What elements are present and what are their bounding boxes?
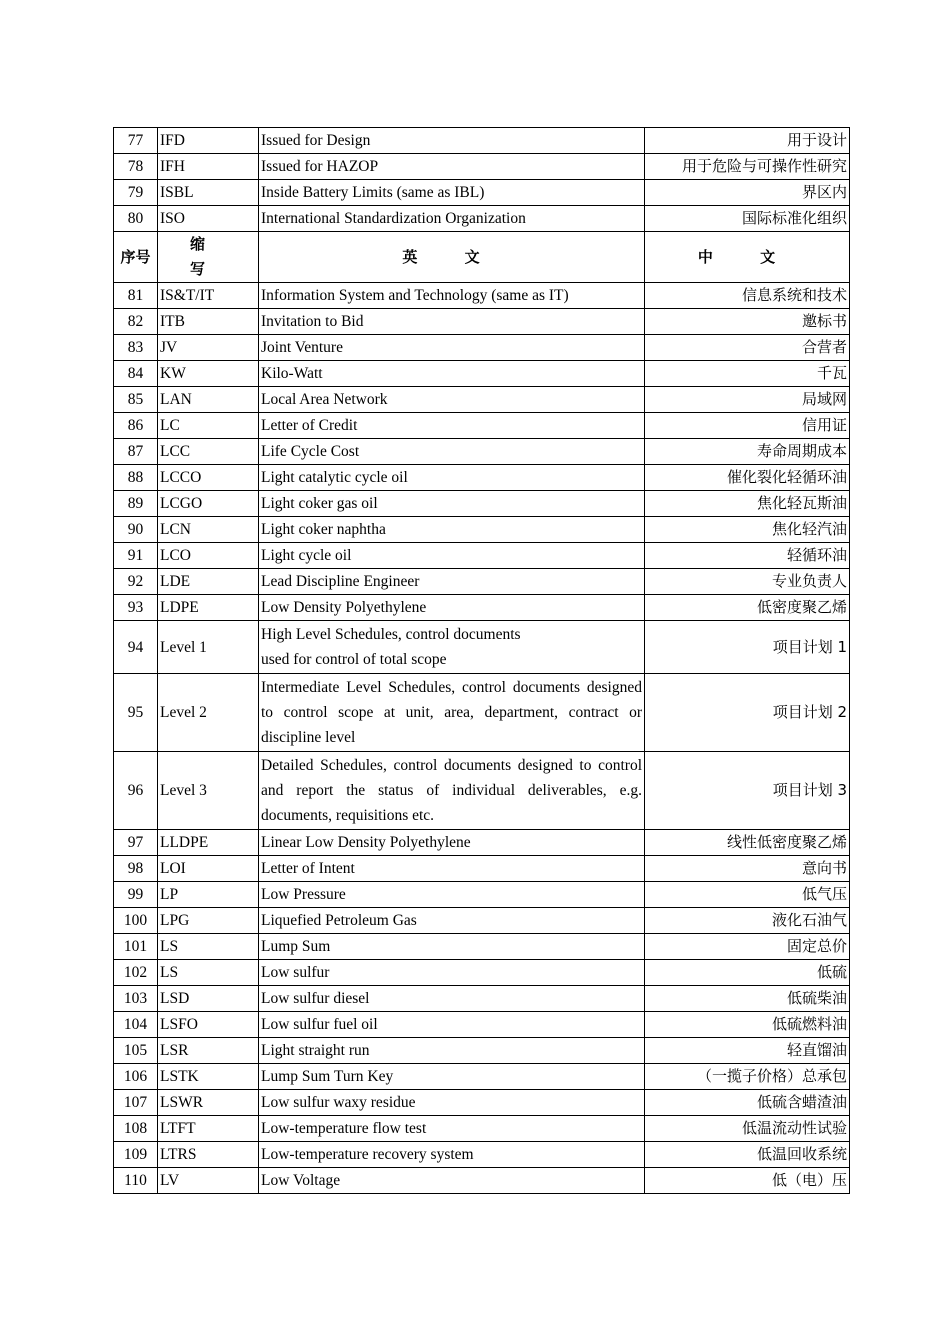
row-seq-no: 84 xyxy=(114,361,158,387)
row-seq-no: 98 xyxy=(114,856,158,882)
row-chinese: 低气压 xyxy=(645,882,850,908)
header-chinese-label: 中 文 xyxy=(697,247,797,266)
row-seq-no: 106 xyxy=(114,1064,158,1090)
row-chinese: 项目计划 3 xyxy=(645,752,850,830)
row-chinese: 低温回收系统 xyxy=(645,1142,850,1168)
row-abbreviation: LCCO xyxy=(158,465,259,491)
table-row xyxy=(114,595,850,621)
table-row xyxy=(114,856,850,882)
row-abbreviation: LSFO xyxy=(158,1012,259,1038)
row-chinese: 国际标准化组织 xyxy=(645,206,850,232)
row-chinese: 界区内 xyxy=(645,180,850,206)
row-english: Low sulfur fuel oil xyxy=(259,1012,645,1038)
table-row xyxy=(114,830,850,856)
table-row xyxy=(114,1012,850,1038)
row-abbreviation: LDE xyxy=(158,569,259,595)
table-row xyxy=(114,1090,850,1116)
table-row xyxy=(114,154,850,180)
row-seq-no: 92 xyxy=(114,569,158,595)
table-row xyxy=(114,517,850,543)
row-abbreviation: LTFT xyxy=(158,1116,259,1142)
row-seq-no: 82 xyxy=(114,309,158,335)
row-seq-no: 87 xyxy=(114,439,158,465)
table-row xyxy=(114,960,850,986)
row-english: Invitation to Bid xyxy=(259,309,645,335)
table-header-row xyxy=(114,232,850,283)
row-seq-no: 108 xyxy=(114,1116,158,1142)
row-abbreviation: ISO xyxy=(158,206,259,232)
row-chinese: 信用证 xyxy=(645,413,850,439)
row-english: Issued for HAZOP xyxy=(259,154,645,180)
table-row xyxy=(114,1116,850,1142)
table-row xyxy=(114,882,850,908)
row-seq-no: 85 xyxy=(114,387,158,413)
row-abbreviation: LTRS xyxy=(158,1142,259,1168)
row-abbreviation: LCC xyxy=(158,439,259,465)
row-english: Light catalytic cycle oil xyxy=(259,465,645,491)
row-abbreviation: JV xyxy=(158,335,259,361)
header-seq-no-label: 序号 xyxy=(120,247,151,266)
row-abbreviation: LS xyxy=(158,934,259,960)
row-chinese: 意向书 xyxy=(645,856,850,882)
row-english: Low Pressure xyxy=(259,882,645,908)
table-row xyxy=(114,180,850,206)
row-seq-no: 96 xyxy=(114,752,158,830)
row-seq-no: 83 xyxy=(114,335,158,361)
row-english: International Standardization Organization xyxy=(259,206,645,232)
table-row xyxy=(114,439,850,465)
row-seq-no: 93 xyxy=(114,595,158,621)
row-english: Liquefied Petroleum Gas xyxy=(259,908,645,934)
table-row xyxy=(114,335,850,361)
row-english: Linear Low Density Polyethylene xyxy=(259,830,645,856)
table-row xyxy=(114,908,850,934)
table-row xyxy=(114,387,850,413)
header-english xyxy=(259,232,645,283)
table-row xyxy=(114,569,850,595)
row-abbreviation: Level 3 xyxy=(158,752,259,830)
row-english xyxy=(259,621,645,674)
row-chinese: 用于设计 xyxy=(645,128,850,154)
row-chinese: 低硫含蜡渣油 xyxy=(645,1090,850,1116)
row-english: Low-temperature flow test xyxy=(259,1116,645,1142)
row-chinese: 轻循环油 xyxy=(645,543,850,569)
row-abbreviation: LSD xyxy=(158,986,259,1012)
row-chinese: 线性低密度聚乙烯 xyxy=(645,830,850,856)
table-row xyxy=(114,491,850,517)
row-english: Light straight run xyxy=(259,1038,645,1064)
row-abbreviation: LCO xyxy=(158,543,259,569)
row-english: Light cycle oil xyxy=(259,543,645,569)
row-english: Low sulfur xyxy=(259,960,645,986)
row-chinese: 低硫燃料油 xyxy=(645,1012,850,1038)
row-english-line: used for control of total scope xyxy=(261,651,447,668)
row-english: Lump Sum xyxy=(259,934,645,960)
row-seq-no: 102 xyxy=(114,960,158,986)
row-chinese: 寿命周期成本 xyxy=(645,439,850,465)
row-chinese: 固定总价 xyxy=(645,934,850,960)
row-seq-no: 104 xyxy=(114,1012,158,1038)
row-abbreviation: KW xyxy=(158,361,259,387)
table-row xyxy=(114,934,850,960)
row-abbreviation: Level 2 xyxy=(158,674,259,752)
row-abbreviation: LLDPE xyxy=(158,830,259,856)
header-chinese xyxy=(645,232,850,283)
row-chinese: 焦化轻汽油 xyxy=(645,517,850,543)
row-abbreviation: LC xyxy=(158,413,259,439)
row-seq-no: 101 xyxy=(114,934,158,960)
row-chinese: 低（电）压 xyxy=(645,1168,850,1194)
row-english: Inside Battery Limits (same as IBL) xyxy=(259,180,645,206)
row-english: Letter of Intent xyxy=(259,856,645,882)
row-chinese: 项目计划 1 xyxy=(645,621,850,674)
table-row xyxy=(114,1038,850,1064)
row-english: Low-temperature recovery system xyxy=(259,1142,645,1168)
row-abbreviation: IFH xyxy=(158,154,259,180)
table-row xyxy=(114,1168,850,1194)
table-row xyxy=(114,128,850,154)
row-seq-no: 97 xyxy=(114,830,158,856)
row-chinese: 轻直馏油 xyxy=(645,1038,850,1064)
table-row xyxy=(114,361,850,387)
row-chinese: 低密度聚乙烯 xyxy=(645,595,850,621)
row-chinese: 低硫柴油 xyxy=(645,986,850,1012)
row-seq-no: 89 xyxy=(114,491,158,517)
row-chinese: 专业负责人 xyxy=(645,569,850,595)
row-seq-no: 81 xyxy=(114,283,158,309)
row-chinese: 信息系统和技术 xyxy=(645,283,850,309)
table-row xyxy=(114,986,850,1012)
row-seq-no: 107 xyxy=(114,1090,158,1116)
row-chinese: 液化石油气 xyxy=(645,908,850,934)
table-row xyxy=(114,543,850,569)
row-abbreviation: LOI xyxy=(158,856,259,882)
row-english: Information System and Technology (same as IT) xyxy=(259,283,645,309)
row-english: Joint Venture xyxy=(259,335,645,361)
row-abbreviation: LDPE xyxy=(158,595,259,621)
table-row xyxy=(114,1142,850,1168)
row-abbreviation: IS&T/IT xyxy=(158,283,259,309)
row-seq-no: 90 xyxy=(114,517,158,543)
row-seq-no: 88 xyxy=(114,465,158,491)
row-seq-no: 103 xyxy=(114,986,158,1012)
row-english: Local Area Network xyxy=(259,387,645,413)
row-abbreviation: IFD xyxy=(158,128,259,154)
row-chinese: 低温流动性试验 xyxy=(645,1116,850,1142)
row-english: Light coker naphtha xyxy=(259,517,645,543)
row-seq-no: 79 xyxy=(114,180,158,206)
row-abbreviation: LSTK xyxy=(158,1064,259,1090)
row-chinese: 邀标书 xyxy=(645,309,850,335)
row-english: Light coker gas oil xyxy=(259,491,645,517)
row-seq-no: 105 xyxy=(114,1038,158,1064)
row-abbreviation: LPG xyxy=(158,908,259,934)
row-abbreviation: LV xyxy=(158,1168,259,1194)
row-abbreviation: LSWR xyxy=(158,1090,259,1116)
table-row xyxy=(114,283,850,309)
row-seq-no: 77 xyxy=(114,128,158,154)
table-row xyxy=(114,752,850,830)
row-english: Low Density Polyethylene xyxy=(259,595,645,621)
row-english: Kilo-Watt xyxy=(259,361,645,387)
row-seq-no: 99 xyxy=(114,882,158,908)
row-english-line: High Level Schedules, control documents xyxy=(261,626,521,643)
row-chinese: （一揽子价格）总承包 xyxy=(645,1064,850,1090)
row-chinese: 催化裂化轻循环油 xyxy=(645,465,850,491)
header-abbreviation-label: 缩 写 xyxy=(189,235,226,278)
table-body xyxy=(114,128,850,1194)
row-seq-no: 100 xyxy=(114,908,158,934)
header-abbreviation xyxy=(158,232,259,283)
table-row xyxy=(114,206,850,232)
row-seq-no: 94 xyxy=(114,621,158,674)
row-english: Lead Discipline Engineer xyxy=(259,569,645,595)
header-seq-no xyxy=(114,232,158,283)
row-english: Low Voltage xyxy=(259,1168,645,1194)
row-chinese: 项目计划 2 xyxy=(645,674,850,752)
row-seq-no: 78 xyxy=(114,154,158,180)
table-row xyxy=(114,621,850,674)
row-seq-no: 91 xyxy=(114,543,158,569)
row-abbreviation: Level 1 xyxy=(158,621,259,674)
row-chinese: 局域网 xyxy=(645,387,850,413)
table-row xyxy=(114,309,850,335)
row-english: Low sulfur diesel xyxy=(259,986,645,1012)
row-seq-no: 110 xyxy=(114,1168,158,1194)
row-english: Issued for Design xyxy=(259,128,645,154)
row-seq-no: 95 xyxy=(114,674,158,752)
table-row xyxy=(114,674,850,752)
abbreviation-table xyxy=(113,127,850,1194)
row-seq-no: 109 xyxy=(114,1142,158,1168)
row-english: Detailed Schedules, control documents designed to control and report the status of individual deliverables, e.g. documents, requisitions etc. xyxy=(259,752,645,830)
row-english: Life Cycle Cost xyxy=(259,439,645,465)
row-english: Lump Sum Turn Key xyxy=(259,1064,645,1090)
row-abbreviation: ISBL xyxy=(158,180,259,206)
row-chinese: 低硫 xyxy=(645,960,850,986)
row-chinese: 焦化轻瓦斯油 xyxy=(645,491,850,517)
row-seq-no: 86 xyxy=(114,413,158,439)
row-chinese: 合营者 xyxy=(645,335,850,361)
row-abbreviation: LAN xyxy=(158,387,259,413)
row-abbreviation: ITB xyxy=(158,309,259,335)
table-row xyxy=(114,413,850,439)
row-abbreviation: LP xyxy=(158,882,259,908)
row-abbreviation: LCGO xyxy=(158,491,259,517)
row-abbreviation: LCN xyxy=(158,517,259,543)
header-english-label: 英 文 xyxy=(402,247,501,266)
table-row xyxy=(114,465,850,491)
table-row xyxy=(114,1064,850,1090)
row-chinese: 用于危险与可操作性研究 xyxy=(645,154,850,180)
row-chinese: 千瓦 xyxy=(645,361,850,387)
row-english: Low sulfur waxy residue xyxy=(259,1090,645,1116)
row-english: Intermediate Level Schedules, control documents designed to control scope at unit, area, department, contract or discipline level xyxy=(259,674,645,752)
row-english: Letter of Credit xyxy=(259,413,645,439)
row-seq-no: 80 xyxy=(114,206,158,232)
row-abbreviation: LS xyxy=(158,960,259,986)
row-abbreviation: LSR xyxy=(158,1038,259,1064)
